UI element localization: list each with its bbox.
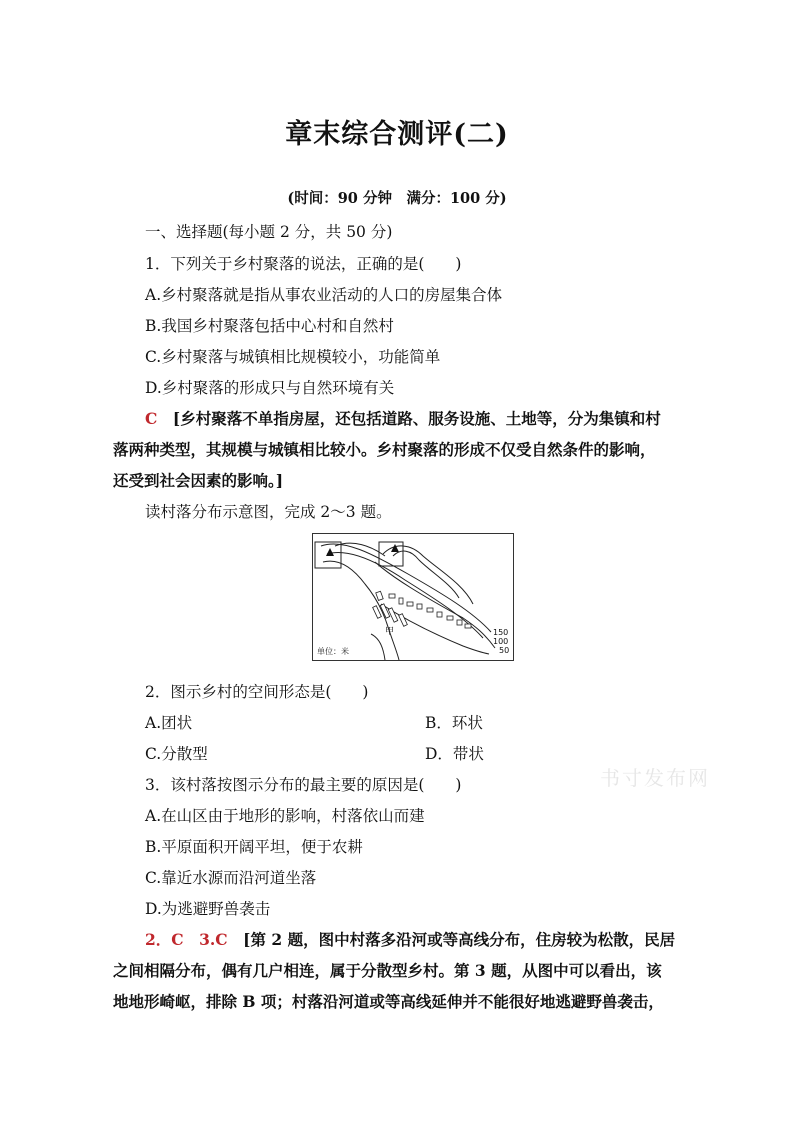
village-distribution-map bbox=[312, 533, 514, 661]
watermark: 书寸发布网 bbox=[600, 766, 710, 790]
figure-intro: 读村落分布示意图，完成 2～3 题。 bbox=[145, 503, 392, 521]
q3-option-c: C.靠近水源而沿河道坐落 bbox=[145, 869, 317, 887]
contour-label-50: 50 bbox=[499, 646, 510, 655]
exam-info: (时间：90 分钟 满分：100 分) bbox=[287, 190, 507, 207]
house bbox=[389, 594, 395, 598]
house bbox=[417, 604, 422, 609]
house bbox=[457, 620, 462, 625]
q1-option-b: B.我国乡村聚落包括中心村和自然村 bbox=[145, 317, 394, 335]
contour-label-150: 150 bbox=[493, 628, 509, 637]
contour-label-100: 100 bbox=[493, 637, 509, 646]
q1-explanation-3: 还受到社会因素的影响。] bbox=[113, 471, 284, 490]
house bbox=[437, 612, 442, 617]
q3-stem: 3．该村落按图示分布的最主要的原因是( ) bbox=[145, 776, 462, 794]
q1-answer: C bbox=[145, 409, 158, 428]
q1-explanation-2: 落两种类型，其规模与城镇相比较小。乡村聚落的形成不仅受自然条件的影响， bbox=[113, 440, 656, 459]
unit-label: 单位：米 bbox=[317, 647, 349, 656]
q1-stem: 1．下列关于乡村聚落的说法，正确的是( ) bbox=[145, 255, 462, 273]
house bbox=[376, 591, 383, 600]
q3-option-a: A.在山区由于地形的影响，村落依山而建 bbox=[145, 807, 425, 825]
q2-stem: 2．图示乡村的空间形态是( ) bbox=[145, 683, 369, 701]
q2-option-b: B．环状 bbox=[425, 714, 483, 732]
house bbox=[447, 616, 453, 620]
q2-option-d: D．带状 bbox=[425, 745, 484, 763]
q1-option-d: D.乡村聚落的形成只与自然环境有关 bbox=[145, 379, 395, 397]
house bbox=[407, 602, 413, 606]
section-heading: 一、选择题(每小题 2 分，共 50 分) bbox=[145, 223, 393, 241]
contour-line bbox=[323, 561, 399, 660]
q1-answer-line1 bbox=[145, 407, 661, 429]
q1-explanation-1: [乡村聚落不单指房屋，还包括道路、服务设施、土地等，分为集镇和村 bbox=[172, 409, 661, 428]
a23-explanation-3: 地地形崎岖，排除 B 项；村落沿河道或等高线延伸并不能很好地逃避野兽袭击， bbox=[113, 992, 664, 1011]
q2-option-c: C.分散型 bbox=[145, 745, 208, 763]
a23-answer: 2．C 3.C bbox=[145, 930, 228, 949]
house bbox=[399, 614, 408, 627]
q1-option-c: C.乡村聚落与城镇相比规模较小，功能简单 bbox=[145, 348, 441, 366]
house bbox=[427, 608, 433, 612]
a23-explanation-2: 之间相隔分布，偶有几户相连，属于分散型乡村。第 3 题，从图中可以看出，该 bbox=[113, 961, 662, 980]
a23-explanation-1: [第 2 题，图中村落多沿河或等高线分布，住房较为松散，民居 bbox=[243, 930, 676, 949]
q1-option-a: A.乡村聚落就是指从事农业活动的人口的房屋集合体 bbox=[145, 286, 503, 304]
contour-line bbox=[381, 604, 489, 654]
q3-option-d: D.为逃避野兽袭击 bbox=[145, 900, 271, 918]
house bbox=[399, 598, 403, 604]
contour-line bbox=[371, 634, 385, 660]
village-label: 甲 bbox=[385, 627, 395, 637]
house bbox=[465, 624, 471, 628]
q2-option-a: A.团状 bbox=[145, 714, 193, 732]
house bbox=[388, 608, 398, 622]
q3-option-b: B.平原面积开阔平坦，便于农耕 bbox=[145, 838, 363, 856]
page-title: 章末综合测评(二) bbox=[285, 119, 509, 150]
a23-line1 bbox=[145, 928, 675, 950]
peak-marker bbox=[326, 548, 334, 556]
